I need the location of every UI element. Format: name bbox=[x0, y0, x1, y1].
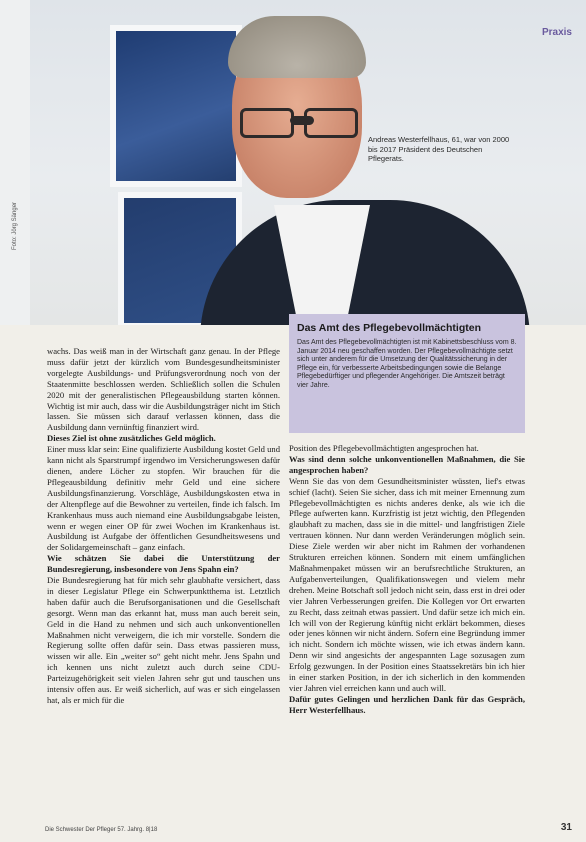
text-column-right bbox=[289, 443, 525, 716]
paragraph: Die Bundesregierung hat für mich sehr glaubhafte versichert, dass in dieser Legislatur Pflege ein Schwerpunktthema ist. Letztlich haben dafür auch die Berufsorganisationen und die Gesellschaft gesorgt. Wenn man das erkannt hat, muss man auch bereit sein, Geld in die Hand zu nehmen und sich auch unkonventionellen Maßnahmen nicht verweigern, die ich mir vorstelle. Sondern die Regierung sollte offen dafür sein. Dass etwas passieren muss, wissen wir alle. Ein „weiter so“ geht nicht mehr. Jens Spahn und ich kennen uns nicht zuletzt auch durch seine CDU-Parteizugehörigkeit seit vielen Jahren sehr gut und tauschen uns intensiv offen aus. Er weiß sicherlich, auf was er sich eingelassen hat, als er mich für die bbox=[47, 575, 280, 705]
text-column-left bbox=[47, 346, 280, 706]
info-box-text: Das Amt des Pflegebevollmächtigten ist mit Kabinettsbeschluss vom 8. Januar 2014 neu geschaffen worden. Der Pflegebevollmächtigte setzt sich unter anderem für die Umsetzung der Qualitätssicherung in der Pflege ein, für verbesserte Arbeitsbedingungen sowie die Belange Pflegebedürftiger und pflegender Angehöriger. Die Amtszeit beträgt vier Jahre. bbox=[297, 339, 517, 389]
paragraph: Position des Pflegebevollmächtigten angesprochen hat. bbox=[289, 443, 479, 453]
closing-statement: Dafür gutes Gelingen und herzlichen Dank für das Gespräch, Herr Westerfellhaus. bbox=[289, 693, 525, 715]
photo-hair bbox=[228, 16, 366, 78]
info-box-title: Das Amt des Pflegebevollmächtigten bbox=[297, 322, 481, 334]
photo-wall bbox=[0, 0, 30, 325]
photo-window-upper bbox=[110, 25, 242, 187]
photo-caption: Andreas Westerfellhaus, 61, war von 2000 bis 2017 Präsident des Deutschen Pflegerats. bbox=[368, 135, 510, 163]
photo-credit: Foto: Jörg Sänger bbox=[12, 201, 18, 250]
page-number: 31 bbox=[560, 822, 572, 833]
footer-publication: Die Schwester Der Pfleger 57. Jahrg. 8|18 bbox=[45, 827, 158, 833]
interview-question: Dieses Ziel ist ohne zusätzliches Geld möglich. bbox=[47, 433, 216, 444]
paragraph: Einer muss klar sein: Eine qualifizierte Ausbildung kostet Geld und kann nicht als Sparstrumpf irgendwo im Versicherungswesen dafür dienen, andere Löcher zu stopfen. Wir brauchen für die Pflegeausbildung definitiv mehr Geld und eine sichere Ausbildungsfinanzierung. Vorschläge, Ausbildungskosten etwa in der Altenpflege auf die Bewohner zu verteilen, finde ich falsch. Im Krankenhaus muss auch niemand eine Ausbildungsabgabe leisten, wenn er wegen einer OP für zwei Wochen im Krankenhaus ist. Ausbildung ist Aufgabe der öffentlichen Gesundheitswesens und der Solidargemeinschaft – ganz einfach. bbox=[47, 444, 280, 553]
section-label: Praxis bbox=[541, 27, 572, 38]
interview-question: Was sind denn solche unkonventionellen Maßnahmen, die Sie angesprochen haben? bbox=[289, 453, 525, 475]
photo-glasses bbox=[240, 108, 358, 136]
paragraph: wachs. Das weiß man in der Wirtschaft ganz genau. In der Pflege muss dafür jetzt der kürzlich vom Bundesgesundheitsminister vorgelegte Ausbildungs- und Prüfungsverordnung noch von der Staatenmitte beschlossen werden. Schließlich sollen die Schulen 2020 mit der generalistischen Pflegeausbildung starten können. Wichtig ist mir auch, dass wir die Ausbildungsträger nicht im Stich lassen. Sie müssen sich darauf verlassen können, dass die Ausbildung dann vernünftig finanziert wird. bbox=[47, 346, 280, 433]
interview-question: Wie schätzen Sie dabei die Unterstützung der Bundesregierung, insbesondere von Jens Spahn ein? bbox=[47, 553, 280, 575]
info-box bbox=[289, 314, 525, 433]
paragraph: Wenn Sie das von dem Gesundheitsminister wüssten, lief's etwas schief (lacht). Seien Sie sicher, dass ich mit meiner Ernennung zum Pflegebevollmächtigten es nichts anderes denke, als wie ich die Pflege aufwerten kann. Kurzfristig ist jetzt wichtig, den Pflegenden glaubhaft zu machen, dass sie in die mittel- und langfristigen Ziele vertrauen können. Nur dann werden Veränderungen möglich sein. Diese Ziele werden wir aber nicht im Rahmen der vorhandenen Strukturen erreichen können. Sondern mit einem umfänglichen Maßnahmenpaket müssen wir an berufsrechtliche Strukturen, an Aufgabenverteilungen, Qualifikationswegen und vielem mehr drehen. Meine Botschaft soll jedoch nicht sein, dass erst in drei oder vier Jahren Verbesserungen greifen. Die Kollegen vor Ort erwarten zu Recht, dass zeitnah etwas passiert. Und dafür setze ich mich ein. Ich will von der Regierung künftig nicht erklärt bekommen, dieses oder jenes können wir nicht ändern. Sofern eine Begründung immer ich nicht. Sondern ich möchte wissen, wie ich etwas ändern kann. Denn wir sind angesichts der angespannten Lage sozusagen zum Erfolg gezwungen. In der Position eines Staatssekretärs bin ich hier in einer starken Position, in der ich sicherlich in den kommenden vier Jahren viel erreichen kann und auch will. bbox=[289, 475, 525, 693]
